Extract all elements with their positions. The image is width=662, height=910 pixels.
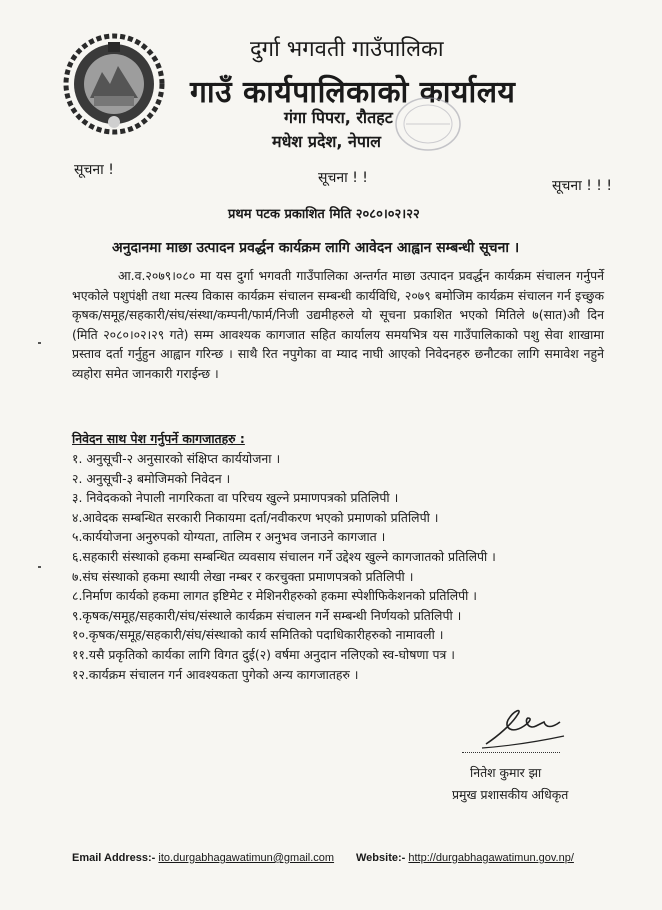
list-item: ८.निर्माण कार्यको हकमा लागत इष्टिमेट र मेशिनरीहरुको हकमा स्पेशीफिकेशनको प्रतिलिपी । [72, 588, 477, 604]
signatory-title: प्रमुख प्रशासकीय अधिकृत [452, 787, 569, 802]
office-stamp-icon [384, 94, 464, 156]
notice-subject: अनुदानमा माछा उत्पादन प्रवर्द्धन कार्यक्रम लागि आवेदन आह्वान सम्बन्धी सूचना । [112, 240, 520, 256]
signatory-name: नितेश कुमार झा [470, 765, 542, 780]
documents-heading: निवेदन साथ पेश गर्नुपर्ने कागजातहरु : [72, 431, 245, 446]
office-location: गंगा पिपरा, रौतहट [284, 108, 393, 127]
office-province: मधेश प्रदेश, नेपाल [272, 132, 381, 151]
list-item: ७.संघ संस्थाको हकमा स्थायी लेखा नम्बर र करचुक्ता प्रमाणपत्रको प्रतिलिपी । [72, 568, 414, 584]
notice-label-2: सूचना ! ! [318, 170, 368, 186]
footer-email [72, 852, 334, 864]
list-item: १२.कार्यक्रम संचालन गर्न आवश्यकता पुगेको अन्य कागजातहरु । [72, 666, 359, 682]
signature-icon [478, 706, 568, 752]
documents-list [72, 449, 496, 684]
list-item: ९.कृषक/समूह/सहकारी/संघ/संस्थाले कार्यक्रम संचालन गर्ने सम्बन्धी निर्णयको प्रतिलिपी । [72, 607, 462, 623]
nepal-emblem-icon [62, 32, 166, 136]
municipality-name: दुर्गा भगवती गाउँपालिका [250, 37, 444, 62]
website-label: Website:- [356, 852, 406, 864]
notice-body: आ.व.२०७९।०८० मा यस दुर्गा भगवती गाउँपालिका अन्तर्गत माछा उत्पादन प्रवर्द्धन कार्यक्रम संचालन गर्नुपर्ने भएकोले पशुपंक्षी तथा मत्स्य विकास कार्यक्रम संचालन सम्बन्धी कार्यविधि, २०७९ बमोजिम कार्यक्रम संचालन गर्न इच्छुक कृषक/समूह/सहकारी/संघ/संस्था/कम्पनी/फार्म/निजी उद्यमीहरुले यो सूचना प्रकाशित भएको मितिले ७(सात)औ दिन (मिति २०८०।०२।२९ गते) सम्म आवश्यक कागजात सहित कार्यालय समयभित्र यस गाउँपालिकाको पशु सेवा शाखामा प्रस्ताव दर्ता गर्नुहुन आह्वान गरिन्छ । साथै रित नपुगेका वा म्याद नाघी आएको निवेदनहरु छनौटका लागि समावेश नहुने व्यहोरा समेत जानकारी गराईन्छ । [72, 268, 604, 381]
footer-website [356, 852, 574, 864]
list-item: १. अनुसूची-२ अनुसारको संक्षिप्त कार्ययोजना । [72, 451, 281, 466]
scan-mark [38, 342, 41, 344]
publish-date: प्रथम पटक प्रकाशित मिति २०८०।०२।२२ [228, 207, 420, 222]
scan-mark [38, 566, 41, 568]
list-item: ३. निवेदकको नेपाली नागरिकता वा परिचय खुल्ने प्रमाणपत्रको प्रतिलिपी । [72, 490, 399, 506]
signature-line [462, 752, 560, 753]
list-item: ६.सहकारी संस्थाको हकमा सम्बन्धित व्यवसाय संचालन गर्ने उद्देश्य खुल्ने कागजातको प्रतिलिपी । [72, 548, 496, 564]
notice-label-1: सूचना ! [74, 162, 114, 178]
list-item: ४.आवेदक सम्बन्धित सरकारी निकायमा दर्ता/नवीकरण भएको प्रमाणको प्रतिलिपी । [72, 509, 439, 525]
list-item: ५.कार्ययोजना अनुरुपको योग्यता, तालिम र अनुभव जनाउने कागजात । [72, 529, 386, 545]
notice-label-3: सूचना ! ! ! [552, 178, 612, 194]
list-item: २. अनुसूची-३ बमोजिमको निवेदन । [72, 470, 231, 486]
list-item: ११.यसै प्रकृतिको कार्यका लागि विगत दुई(२) वर्षमा अनुदान नलिएको स्व-घोषणा पत्र । [72, 646, 455, 662]
website-link[interactable]: http://durgabhagawatimun.gov.np/ [408, 852, 574, 864]
list-item: १०.कृषक/समूह/सहकारी/संघ/संस्थाको कार्य समितिको पदाधिकारीहरुको नामावली । [72, 627, 444, 643]
email-link[interactable]: ito.durgabhagawatimun@gmail.com [158, 852, 335, 864]
office-title: गाउँ कार्यपालिकाको कार्यालय [190, 75, 516, 110]
email-label: Email Address:- [72, 852, 156, 864]
